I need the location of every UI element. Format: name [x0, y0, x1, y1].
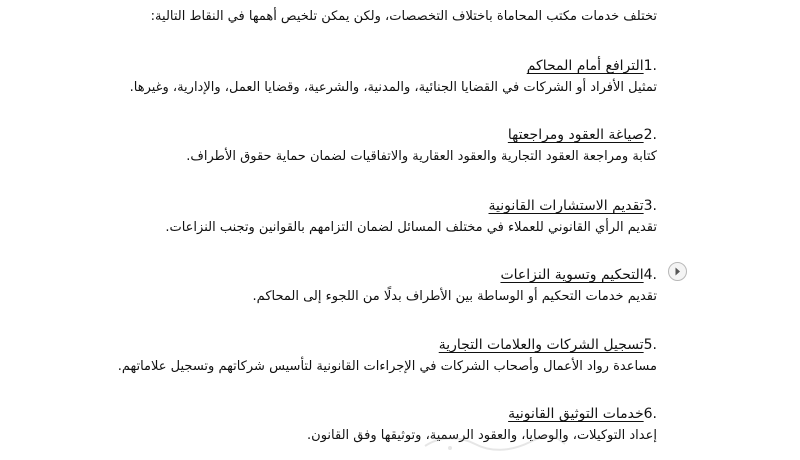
- section-heading: [97, 265, 657, 287]
- service-section-5: [97, 335, 657, 377]
- chevron-right-icon: [669, 263, 686, 280]
- section-heading: [97, 125, 657, 147]
- service-section-2: [97, 125, 657, 167]
- section-title: تسجيل الشركات والعلامات التجارية: [438, 337, 644, 353]
- watermark-image: [420, 430, 570, 454]
- section-heading: [97, 335, 657, 357]
- section-heading: [97, 196, 657, 218]
- section-number: 3.: [643, 198, 657, 214]
- section-number: 6.: [643, 406, 657, 422]
- section-description: مساعدة رواد الأعمال وأصحاب الشركات في الإجراءات القانونية لتأسيس شركاتهم وتسجيل علاماتهم.: [117, 359, 657, 374]
- section-title: صياغة العقود ومراجعتها: [507, 127, 644, 143]
- intro-paragraph: تختلف خدمات مكتب المحاماة باختلاف التخصصات، ولكن يمكن تلخيص أهمها في النقاط التالية:: [150, 9, 657, 24]
- section-description: تقديم الرأي القانوني للعملاء في مختلف المسائل لضمان التزامهم بالقوانين وتجنب النزاعات.: [165, 220, 657, 235]
- section-description: تقديم خدمات التحكيم أو الوساطة بين الأطراف بدلًا من اللجوء إلى المحاكم.: [252, 289, 657, 304]
- section-title: خدمات التوثيق القانونية: [508, 406, 644, 422]
- service-section-6: [97, 404, 657, 446]
- section-title: الترافع أمام المحاكم: [526, 58, 644, 74]
- section-number: 4.: [643, 267, 657, 283]
- section-number: 5.: [643, 337, 657, 353]
- section-description: كتابة ومراجعة العقود التجارية والعقود العقارية والاتفاقيات لضمان حماية حقوق الأطراف.: [186, 149, 657, 164]
- section-number: 2.: [643, 127, 657, 143]
- section-number: 1.: [643, 58, 657, 74]
- section-title: تقديم الاستشارات القانونية: [488, 198, 644, 214]
- next-button[interactable]: [668, 262, 687, 281]
- section-description: إعداد التوكيلات، والوصايا، والعقود الرسمية، وتوثيقها وفق القانون.: [307, 428, 657, 443]
- section-description: تمثيل الأفراد أو الشركات في القضايا الجنائية، والمدنية، والشرعية، وقضايا العمل، والإدارية، وغيرها.: [129, 80, 657, 95]
- section-heading: [97, 404, 657, 426]
- section-heading: [97, 56, 657, 78]
- service-section-1: [97, 56, 657, 98]
- section-title: التحكيم وتسوية النزاعات: [500, 267, 644, 283]
- service-section-4: [97, 265, 657, 307]
- service-section-3: [97, 196, 657, 238]
